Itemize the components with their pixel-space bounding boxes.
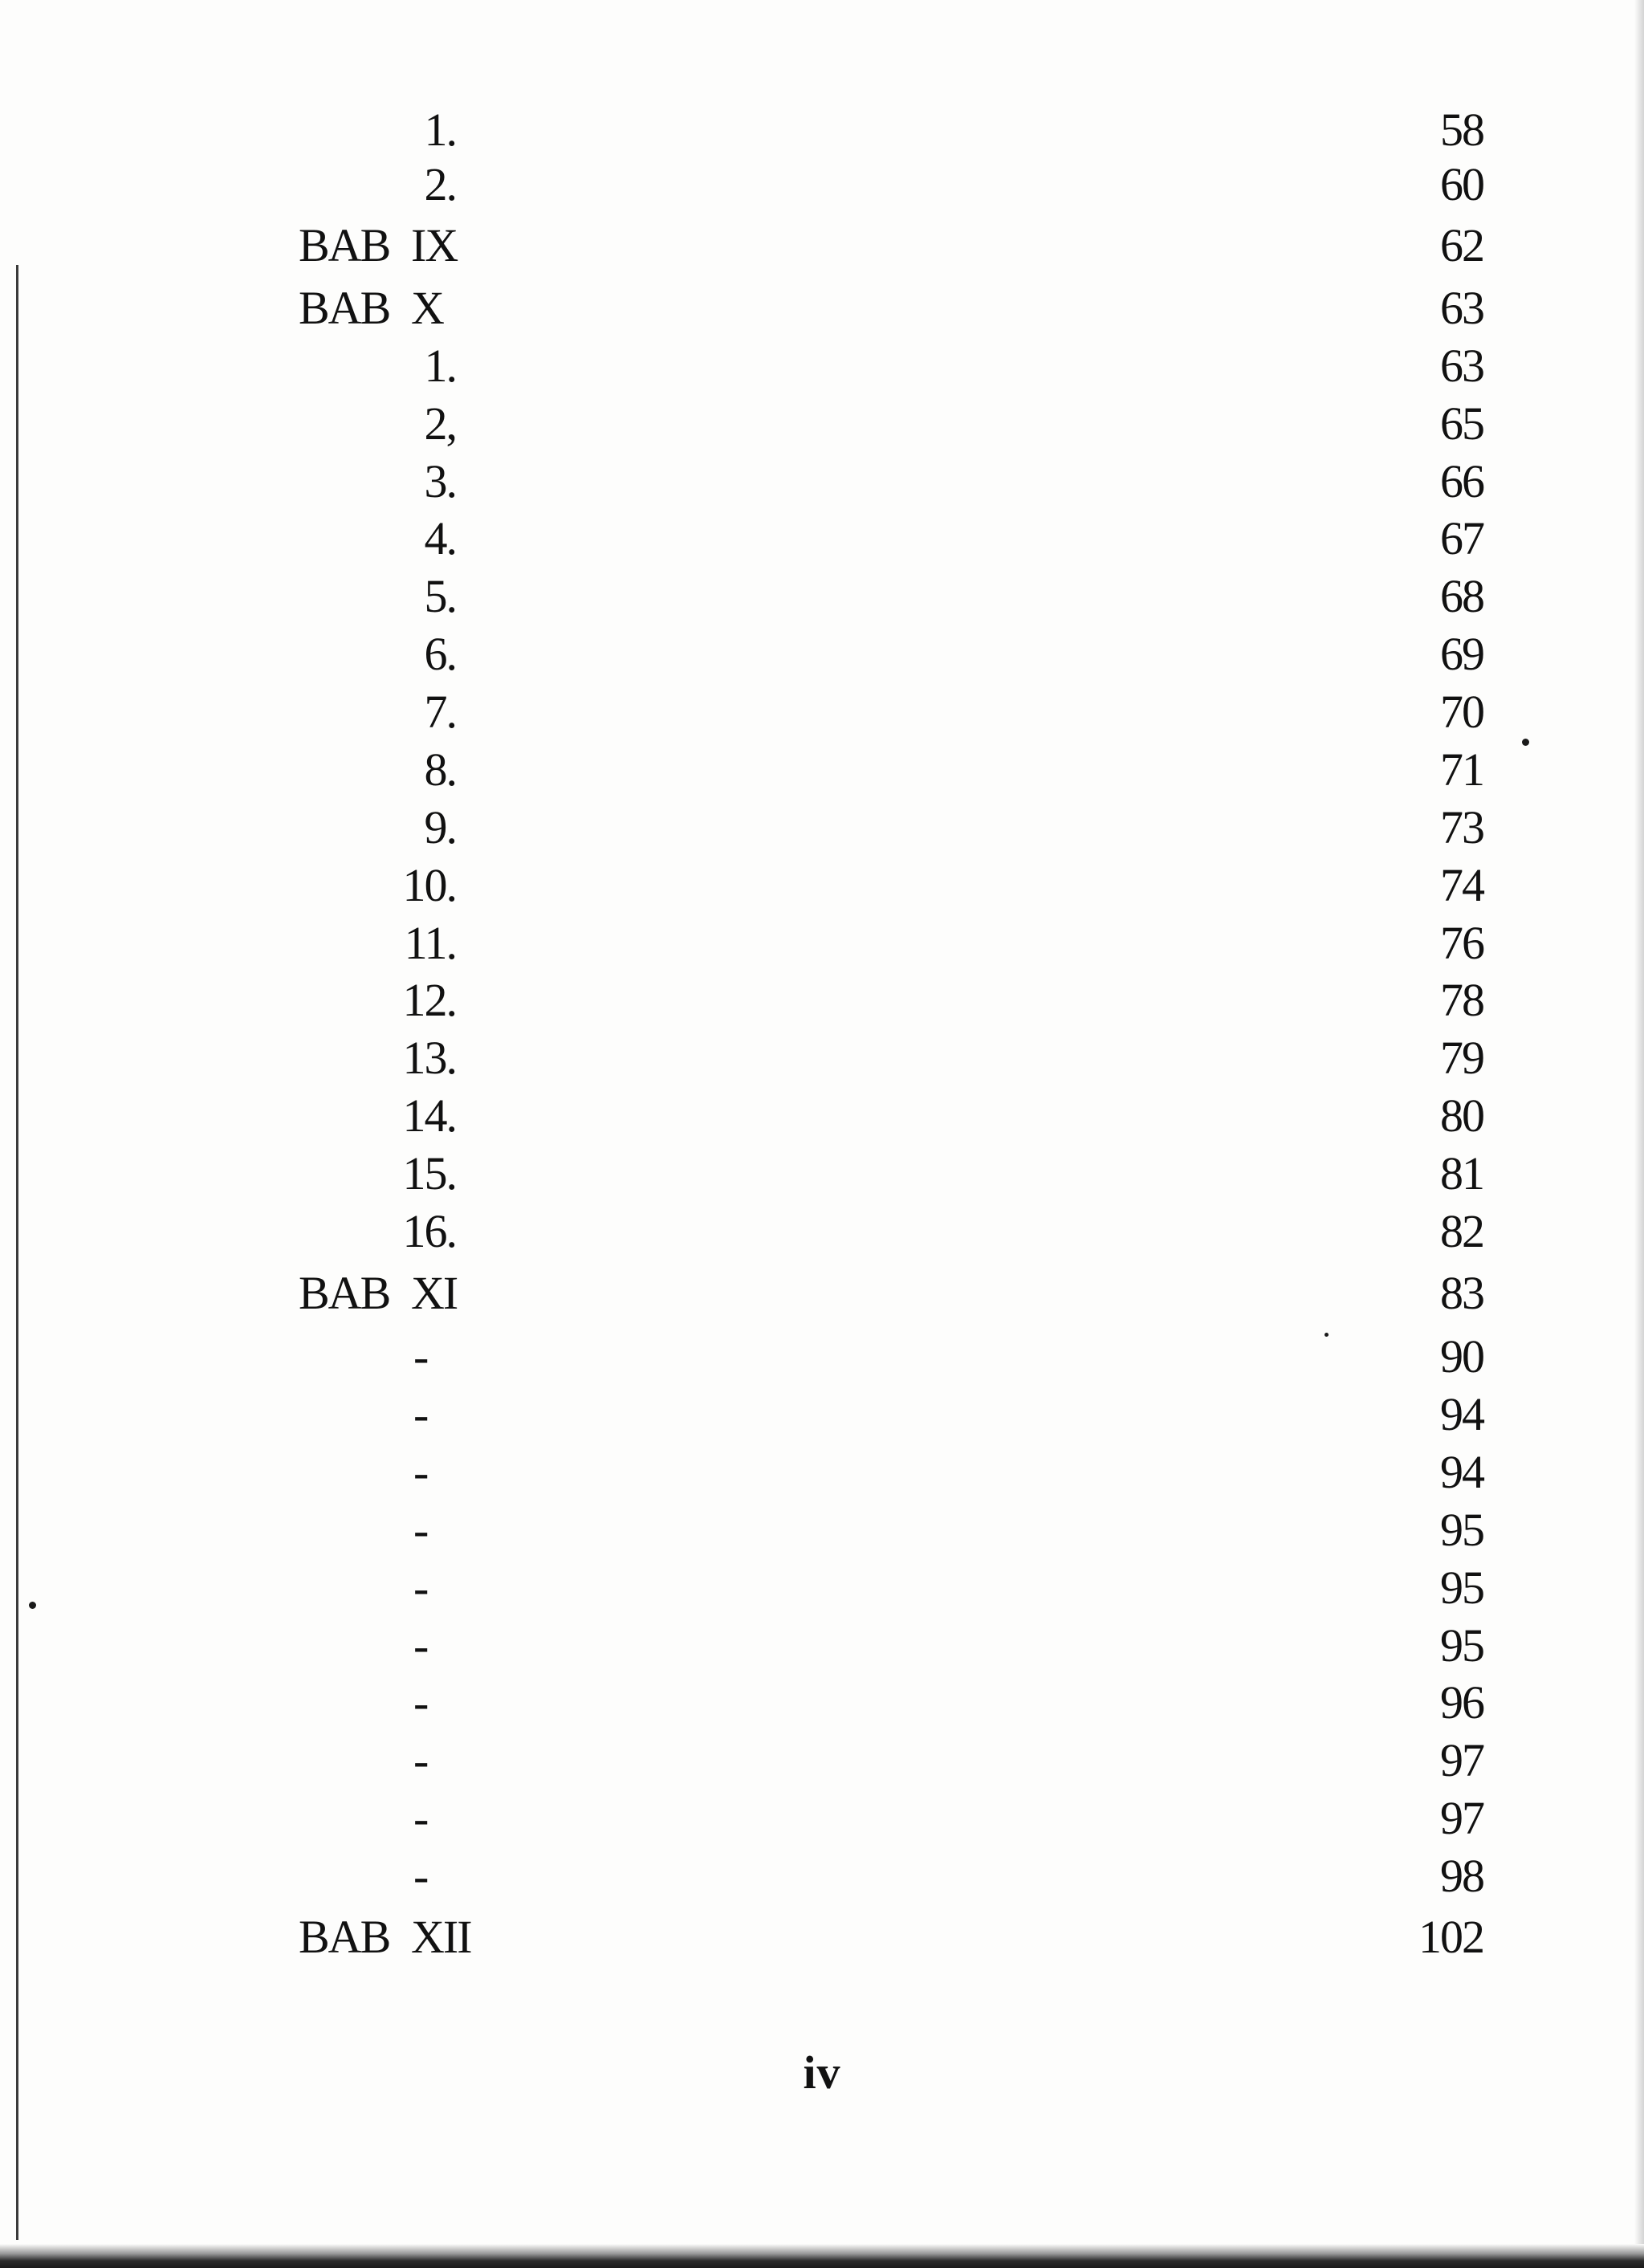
entry-page-number: 65 — [1440, 397, 1483, 450]
toc-entry — [0, 1387, 1644, 1442]
entry-page-number: 90 — [1440, 1330, 1483, 1382]
toc-entry — [0, 1204, 1644, 1259]
entry-number: 4. — [424, 512, 456, 564]
entry-number: 8. — [424, 743, 456, 796]
entry-bullet: - — [413, 1504, 428, 1556]
entry-page-number: 73 — [1440, 801, 1483, 853]
entry-bullet: - — [413, 1619, 428, 1671]
entry-page-number: 71 — [1440, 743, 1483, 796]
toc-entry — [0, 103, 1644, 157]
entry-bullet: - — [413, 1850, 428, 1902]
entry-page-number: 63 — [1440, 340, 1483, 392]
toc-entry — [0, 973, 1644, 1028]
chapter-number: IX — [411, 219, 458, 271]
toc-entry — [0, 1849, 1644, 1904]
entry-page-number: 83 — [1440, 1267, 1483, 1319]
toc-entry — [0, 685, 1644, 739]
entry-page-number: 97 — [1440, 1792, 1483, 1844]
entry-page-number: 82 — [1440, 1205, 1483, 1257]
chapter-label: BAB — [299, 1267, 390, 1319]
entry-page-number: 95 — [1440, 1504, 1483, 1556]
entry-page-number: 58 — [1440, 104, 1483, 156]
chapter-label: BAB — [299, 219, 390, 271]
entry-number: 9. — [424, 801, 456, 853]
page-folio: iv — [803, 2046, 841, 2099]
toc-entry — [0, 1503, 1644, 1557]
entry-page-number: 70 — [1440, 686, 1483, 738]
entry-page-number: 80 — [1440, 1089, 1483, 1142]
entry-page-number: 66 — [1440, 455, 1483, 507]
toc-entry — [0, 339, 1644, 393]
entry-number: 5. — [424, 570, 456, 622]
chapter-number: XI — [411, 1267, 458, 1319]
entry-page-number: 95 — [1440, 1562, 1483, 1614]
chapter-label: BAB — [299, 282, 390, 334]
page-bottom-edge — [0, 2244, 1644, 2268]
toc-entry — [0, 800, 1644, 855]
toc-entry — [0, 1146, 1644, 1201]
entry-number: 1. — [424, 340, 456, 392]
toc-entry — [0, 454, 1644, 509]
entry-number: 12. — [402, 974, 456, 1026]
toc-entry — [0, 397, 1644, 451]
entry-number: 14. — [402, 1089, 456, 1142]
toc-entry — [0, 743, 1644, 797]
entry-bullet: - — [413, 1330, 428, 1382]
toc-entry — [0, 1329, 1644, 1384]
entry-number: 16. — [402, 1205, 456, 1257]
entry-bullet: - — [413, 1562, 428, 1614]
toc-entry — [0, 1791, 1644, 1846]
entry-page-number: 102 — [1418, 1911, 1483, 1963]
toc-entry — [0, 916, 1644, 971]
entry-page-number: 76 — [1440, 917, 1483, 969]
entry-bullet: - — [413, 1388, 428, 1440]
entry-number: 11. — [404, 917, 456, 969]
toc-entry — [0, 1676, 1644, 1730]
entry-page-number: 67 — [1440, 512, 1483, 564]
entry-number: 15. — [402, 1147, 456, 1199]
toc-entry — [0, 1561, 1644, 1615]
entry-page-number: 95 — [1440, 1619, 1483, 1671]
entry-page-number: 97 — [1440, 1734, 1483, 1786]
toc-entry — [0, 858, 1644, 913]
entry-page-number: 98 — [1440, 1850, 1483, 1902]
toc-entry — [0, 157, 1644, 212]
entry-page-number: 68 — [1440, 570, 1483, 622]
toc-entry — [0, 1910, 1644, 1965]
entry-bullet: - — [413, 1446, 428, 1498]
entry-page-number: 62 — [1440, 219, 1483, 271]
entry-page-number: 96 — [1440, 1676, 1483, 1728]
toc-entry — [0, 1266, 1644, 1321]
chapter-number: XII — [411, 1911, 471, 1963]
toc-entry — [0, 1733, 1644, 1788]
toc-entry — [0, 1089, 1644, 1143]
toc-entry — [0, 1445, 1644, 1500]
entry-page-number: 78 — [1440, 974, 1483, 1026]
toc-entry — [0, 1031, 1644, 1085]
toc-entry — [0, 1619, 1644, 1673]
toc-entry — [0, 281, 1644, 336]
entry-number: 6. — [424, 628, 456, 680]
entry-number: 13. — [402, 1032, 456, 1084]
toc-entry — [0, 218, 1644, 273]
chapter-label: BAB — [299, 1911, 390, 1963]
entry-number: 2. — [424, 158, 456, 210]
toc-entry — [0, 511, 1644, 566]
entry-page-number: 69 — [1440, 628, 1483, 680]
toc-entry — [0, 627, 1644, 682]
entry-number: 10. — [402, 859, 456, 911]
entry-page-number: 94 — [1440, 1388, 1483, 1440]
entry-bullet: - — [413, 1676, 428, 1728]
chapter-number: X — [411, 282, 443, 334]
entry-page-number: 94 — [1440, 1446, 1483, 1498]
entry-bullet: - — [413, 1734, 428, 1786]
entry-number: 1. — [424, 104, 456, 156]
entry-number: 2, — [424, 397, 456, 450]
entry-page-number: 79 — [1440, 1032, 1483, 1084]
entry-page-number: 74 — [1440, 859, 1483, 911]
entry-page-number: 81 — [1440, 1147, 1483, 1199]
entry-number: 3. — [424, 455, 456, 507]
entry-page-number: 60 — [1440, 158, 1483, 210]
entry-number: 7. — [424, 686, 456, 738]
toc-entry — [0, 569, 1644, 624]
entry-bullet: - — [413, 1792, 428, 1844]
entry-page-number: 63 — [1440, 282, 1483, 334]
